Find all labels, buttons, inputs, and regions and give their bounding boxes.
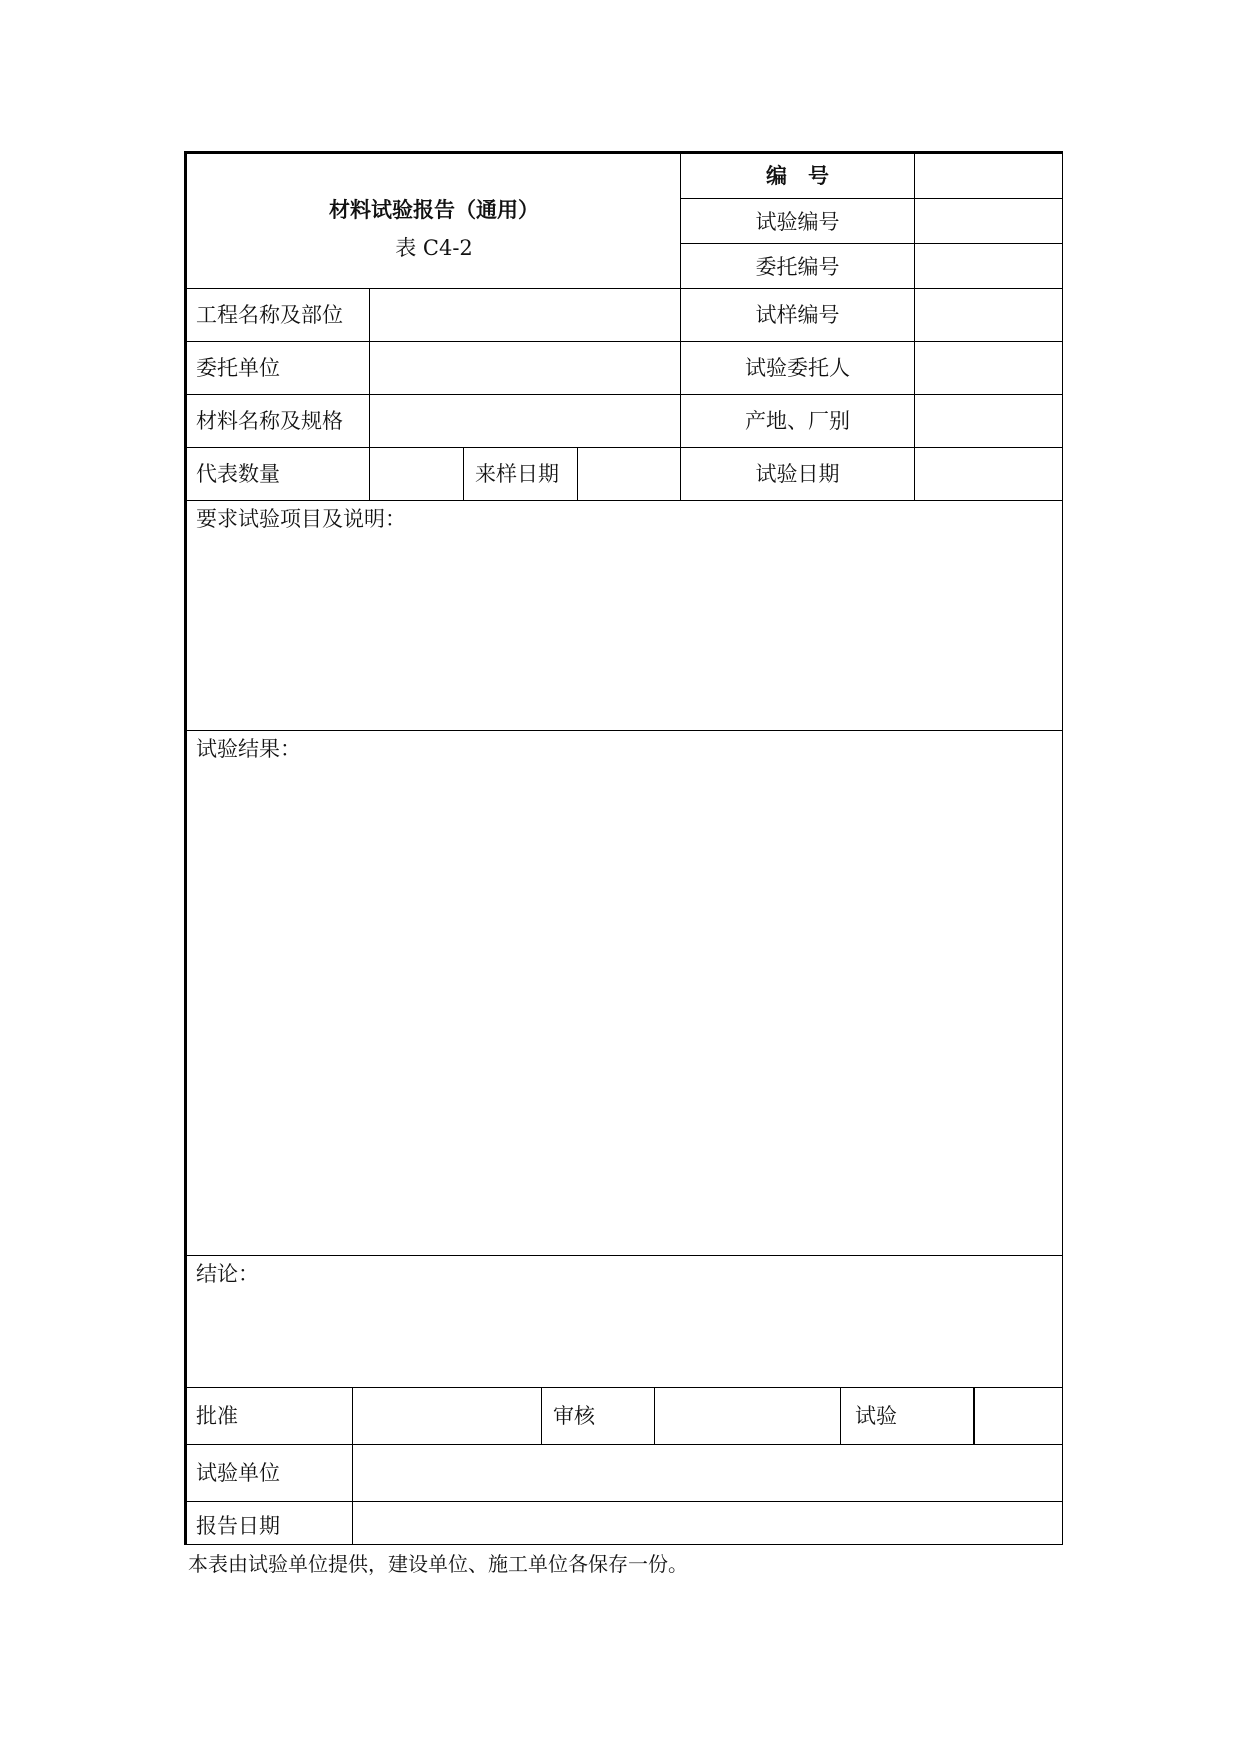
tester-label: 试验 — [855, 1404, 897, 1428]
column-divider — [654, 1387, 655, 1444]
conclusion-label: 结论： — [196, 1262, 259, 1286]
column-divider — [541, 1387, 542, 1444]
sample-date-label: 来样日期 — [475, 462, 559, 486]
column-divider — [463, 447, 464, 500]
row-divider — [184, 500, 1062, 501]
origin-manufacturer-label: 产地、厂别 — [745, 409, 850, 433]
row-divider — [681, 198, 1062, 199]
row-divider — [184, 730, 1062, 731]
test-date-label: 试验日期 — [755, 462, 840, 486]
row-divider — [184, 394, 1062, 395]
row-divider — [184, 1255, 1062, 1256]
test-unit-label: 试验单位 — [196, 1461, 280, 1485]
column-divider — [973, 1387, 975, 1444]
sample-number-label: 试样编号 — [755, 303, 840, 327]
row-divider — [184, 288, 1062, 289]
form-table-frame — [184, 151, 1063, 1545]
review-label: 审核 — [553, 1404, 595, 1428]
row-divider — [184, 1444, 1062, 1445]
form-title: 材料试验报告（通用） — [329, 197, 539, 222]
column-divider — [352, 1387, 353, 1544]
column-divider — [914, 151, 915, 500]
material-name-label: 材料名称及规格 — [196, 409, 343, 433]
footer-note: 本表由试验单位提供，建设单位、施工单位各保存一份。 — [188, 1552, 688, 1576]
column-divider — [840, 1387, 841, 1444]
row-divider — [184, 1387, 1062, 1388]
requirements-label: 要求试验项目及说明： — [196, 507, 406, 531]
results-label: 试验结果： — [196, 737, 301, 761]
form-code: 表 C4-2 — [395, 236, 473, 260]
test-number-label: 试验编号 — [755, 210, 840, 234]
row-divider — [184, 341, 1062, 342]
row-divider — [681, 243, 1062, 244]
column-divider — [577, 447, 578, 500]
number-label: 编 号 — [766, 163, 829, 188]
test-client-label: 试验委托人 — [745, 356, 850, 380]
client-unit-label: 委托单位 — [196, 356, 280, 380]
entrust-number-label: 委托编号 — [755, 255, 840, 279]
row-divider — [184, 1501, 1062, 1502]
quantity-label: 代表数量 — [196, 462, 280, 486]
column-divider — [369, 288, 370, 500]
project-name-label: 工程名称及部位 — [196, 303, 343, 327]
approve-label: 批准 — [196, 1404, 238, 1428]
report-date-label: 报告日期 — [196, 1514, 280, 1538]
row-divider — [184, 447, 1062, 448]
